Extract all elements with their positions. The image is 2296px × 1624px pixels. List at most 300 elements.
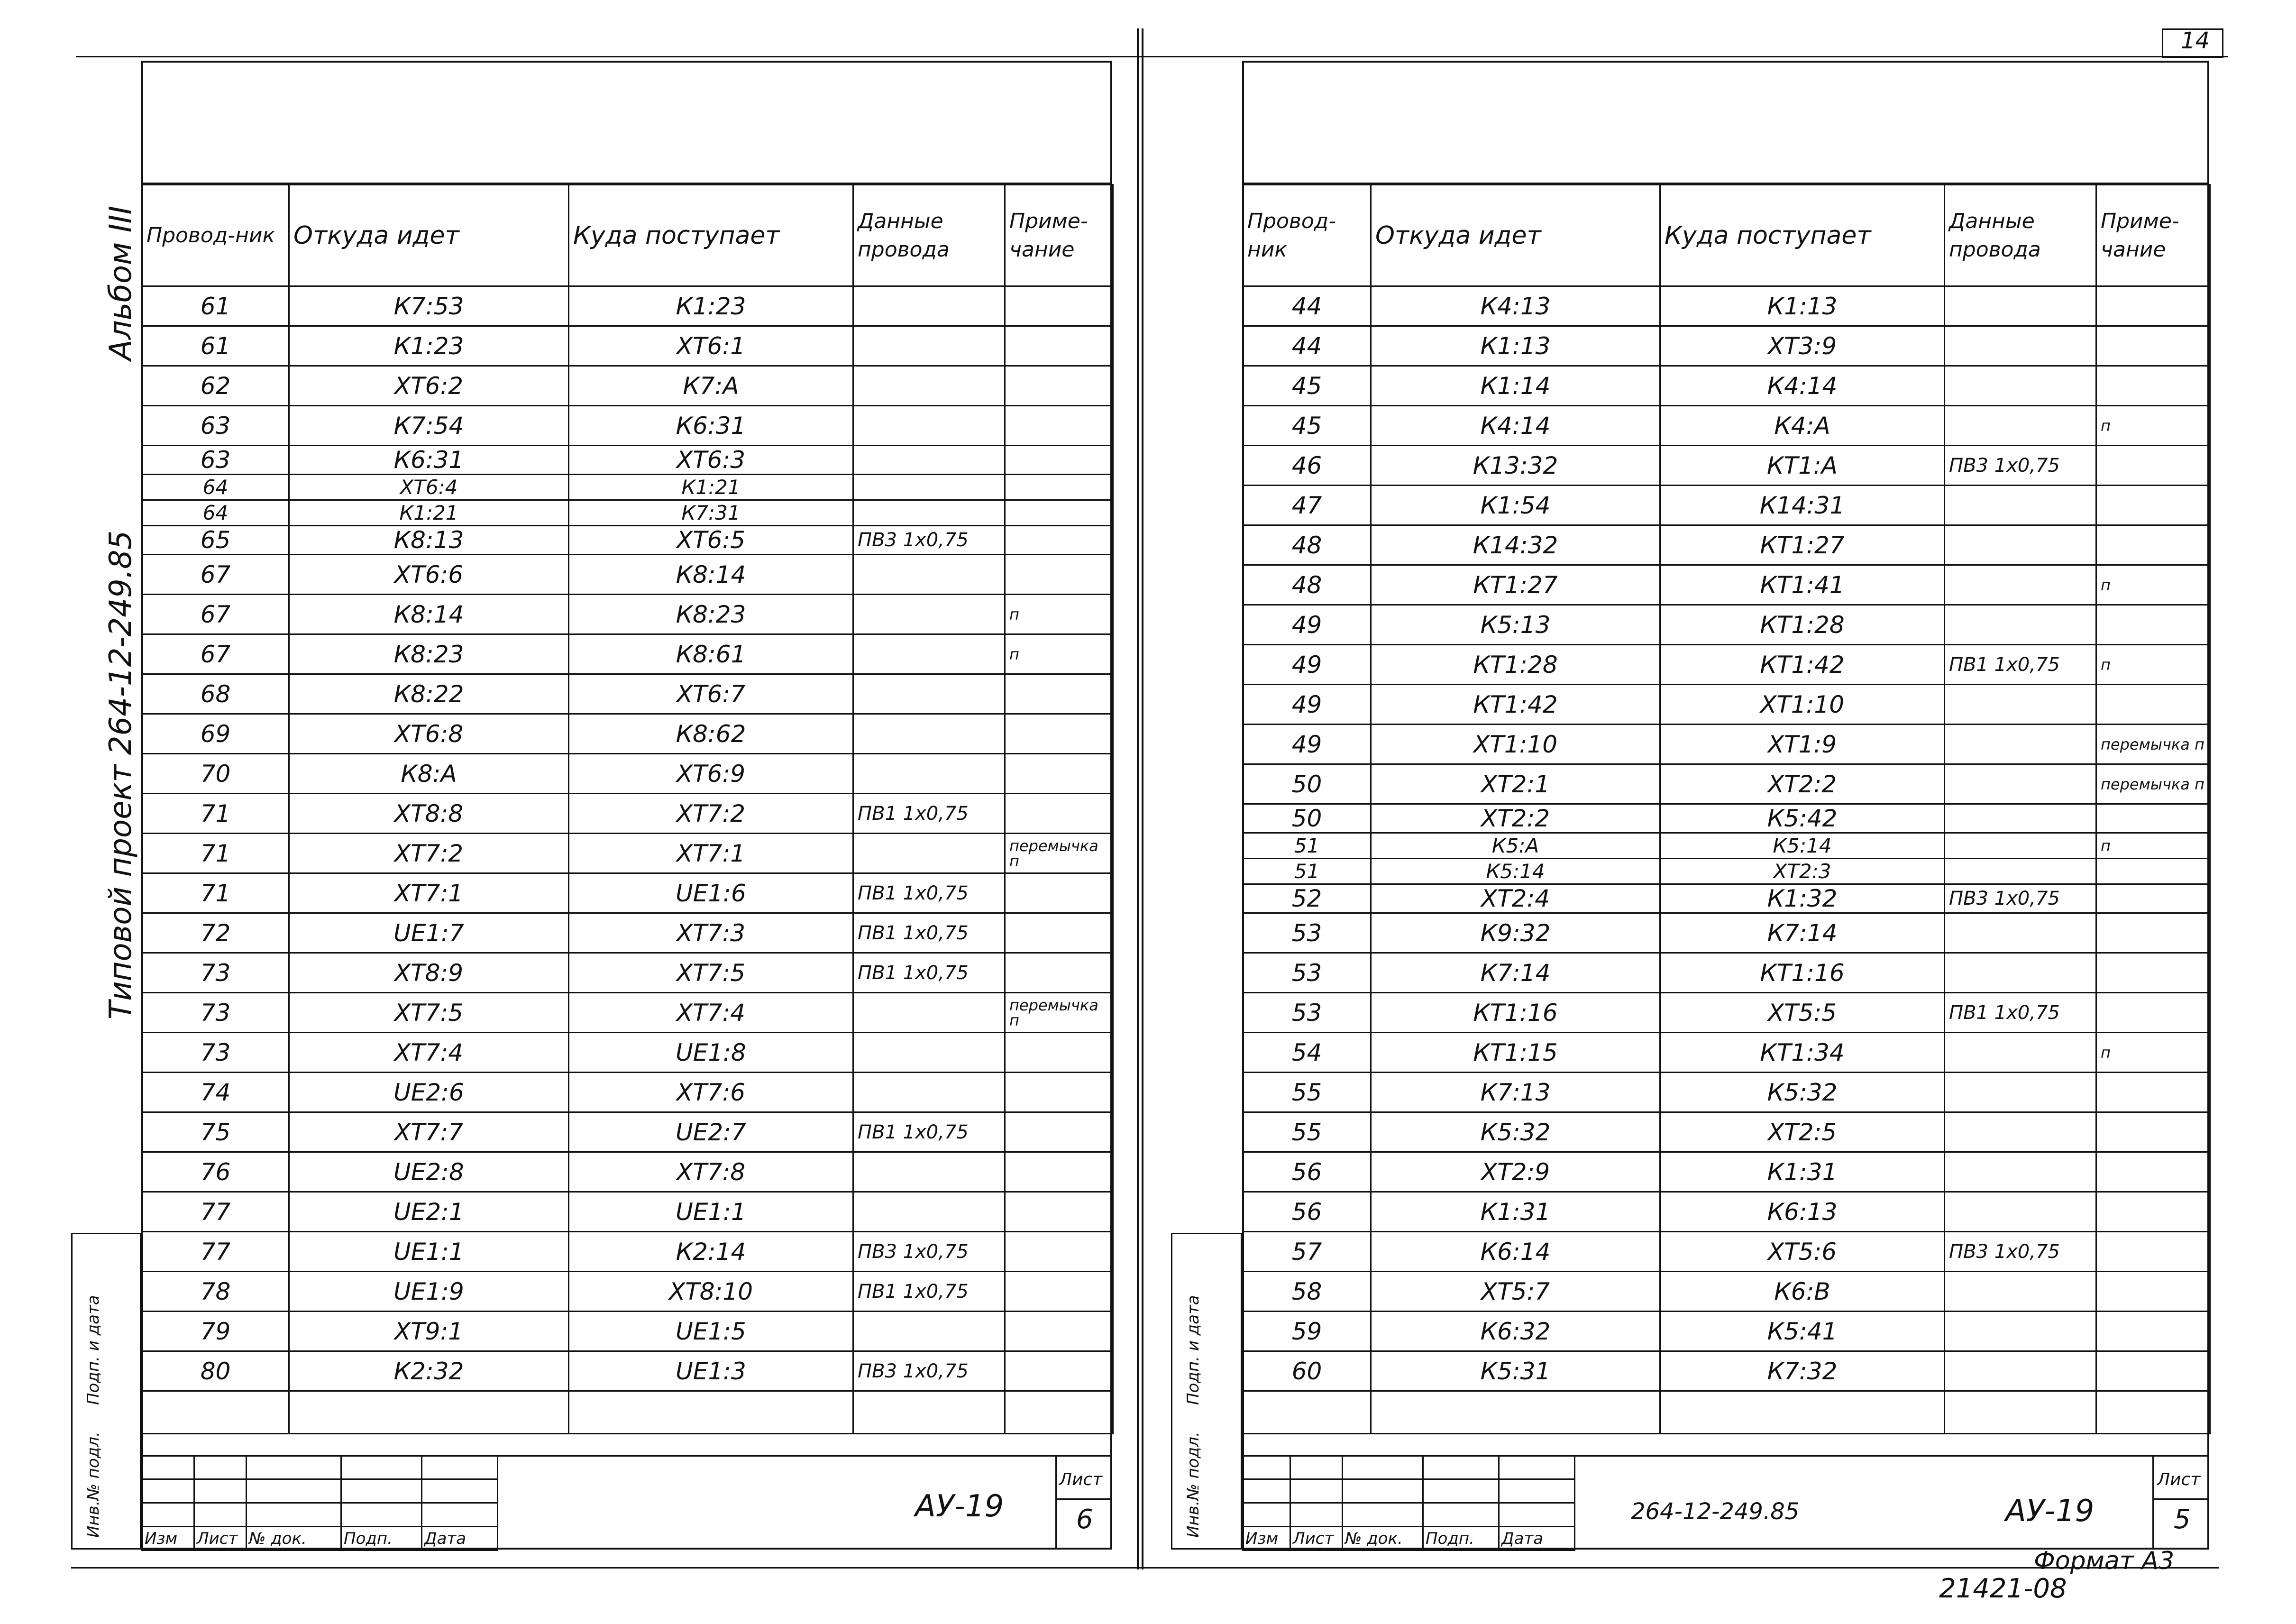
cell-from: К7:14 — [1371, 953, 1660, 993]
table-row — [142, 1272, 1113, 1312]
cell-data — [1945, 1073, 2096, 1112]
table-row — [142, 326, 1113, 366]
cell-from: К1:13 — [1371, 326, 1660, 366]
cell-data: ПВ3 1х0,75 — [1945, 884, 2096, 913]
cell-note — [1005, 1232, 1113, 1272]
right-wire-table — [1242, 184, 2211, 1434]
cell-to: КТ1:41 — [1660, 565, 1945, 605]
cell-note — [2096, 993, 2210, 1033]
right-sheetno-divider — [2152, 1455, 2154, 1550]
table-row — [1243, 1152, 2210, 1192]
cell-data — [853, 1312, 1005, 1351]
cell-from: UE1:1 — [289, 1232, 569, 1272]
table-row — [142, 446, 1113, 475]
cell-data: ПВ3 1х0,75 — [853, 1232, 1005, 1272]
cell-to: ХТ6:9 — [569, 754, 853, 794]
cell-wire: 71 — [142, 834, 289, 873]
left-sheet-label: Лист — [1059, 1470, 1103, 1489]
cell-from — [1371, 1391, 1660, 1434]
cell-data — [853, 674, 1005, 714]
cell-note — [1005, 1351, 1113, 1391]
cell-to: К6:В — [1660, 1272, 1945, 1312]
cell-to: ХТ6:3 — [569, 446, 853, 475]
cell-note: п — [2096, 565, 2210, 605]
cell-data — [1945, 486, 2096, 525]
cell-data — [1945, 1033, 2096, 1073]
cell-from: ХТ2:1 — [1371, 764, 1660, 804]
cell-note — [1005, 500, 1113, 526]
header-to: Куда поступает — [1660, 185, 1945, 286]
cell-data — [1945, 286, 2096, 326]
table-row — [142, 834, 1113, 873]
table-row — [142, 500, 1113, 526]
table-row — [142, 634, 1113, 674]
cell-wire: 51 — [1243, 859, 1371, 884]
cell-note — [2096, 1391, 2210, 1434]
table-row — [142, 1192, 1113, 1232]
cell-wire: 73 — [142, 993, 289, 1033]
cell-data — [1945, 366, 2096, 406]
cell-data — [853, 595, 1005, 634]
left-sheetno-hline — [1055, 1498, 1112, 1500]
cell-note — [2096, 525, 2210, 565]
cell-data — [1945, 685, 2096, 725]
cell-note — [2096, 859, 2210, 884]
table-row — [142, 993, 1113, 1033]
table-row — [1243, 286, 2210, 326]
cell-from: К1:23 — [289, 326, 569, 366]
cell-wire: 68 — [142, 674, 289, 714]
col-doc: № док. — [247, 1527, 341, 1551]
cell-wire: 77 — [142, 1192, 289, 1232]
sheet-divider-a — [1137, 28, 1139, 1569]
right-sheet-number: 5 — [2174, 1504, 2191, 1535]
cell-from: ХТ5:7 — [1371, 1272, 1660, 1312]
cell-to: К1:23 — [569, 286, 853, 326]
cell-data — [1945, 953, 2096, 993]
cell-from: К9:32 — [1371, 913, 1660, 953]
cell-from: К8:14 — [289, 595, 569, 634]
cell-note — [2096, 1192, 2210, 1232]
table-row — [1243, 1232, 2210, 1272]
cell-to: К4:14 — [1660, 366, 1945, 406]
cell-note: п — [2096, 645, 2210, 685]
table-row — [1243, 326, 2210, 366]
cell-from: К8:13 — [289, 526, 569, 555]
cell-data — [853, 446, 1005, 475]
cell-to: К7:32 — [1660, 1351, 1945, 1391]
cell-data — [1945, 1152, 2096, 1192]
cell-from: UE1:9 — [289, 1272, 569, 1312]
cell-from: К8:23 — [289, 634, 569, 674]
cell-from: К8:22 — [289, 674, 569, 714]
cell-wire: 79 — [142, 1312, 289, 1351]
cell-data: ПВ3 1х0,75 — [853, 1351, 1005, 1391]
cell-data — [1945, 1112, 2096, 1152]
cell-from: К8:А — [289, 754, 569, 794]
cell-to: К6:31 — [569, 406, 853, 446]
col-sign: Подп. — [341, 1527, 422, 1551]
cell-note — [1005, 674, 1113, 714]
right-col-izm: Изм — [1243, 1527, 1290, 1551]
table-row — [142, 873, 1113, 913]
cell-data — [1945, 406, 2096, 446]
cell-to: К8:62 — [569, 714, 853, 754]
table-row — [1243, 859, 2210, 884]
cell-to: К14:31 — [1660, 486, 1945, 525]
cell-to: ХТ8:10 — [569, 1272, 853, 1312]
table-row — [1243, 1033, 2210, 1073]
cell-note — [2096, 1232, 2210, 1272]
right-strip-sign-label: Подп. и дата — [1184, 1295, 1203, 1405]
cell-wire: 76 — [142, 1152, 289, 1192]
right-sheet-label: Лист — [2157, 1470, 2201, 1489]
cell-wire: 45 — [1243, 366, 1371, 406]
right-designation: АУ-19 — [2005, 1494, 2095, 1529]
cell-wire — [1243, 1391, 1371, 1434]
cell-data — [1945, 804, 2096, 833]
cell-wire: 50 — [1243, 764, 1371, 804]
cell-to: ХТ7:2 — [569, 794, 853, 834]
cell-to: ХТ7:4 — [569, 993, 853, 1033]
cell-wire: 71 — [142, 873, 289, 913]
cell-note — [1005, 873, 1113, 913]
cell-data — [1945, 1391, 2096, 1434]
cell-to: КТ1:42 — [1660, 645, 1945, 685]
header-from: Откуда идет — [1371, 185, 1660, 286]
table-row — [142, 1033, 1113, 1073]
cell-from: ХТ9:1 — [289, 1312, 569, 1351]
cell-data: ПВ1 1х0,75 — [853, 953, 1005, 993]
cell-note — [2096, 605, 2210, 645]
cell-to: UE1:3 — [569, 1351, 853, 1391]
cell-data — [853, 500, 1005, 526]
cell-wire: 71 — [142, 794, 289, 834]
table-row — [142, 366, 1113, 406]
cell-note — [1005, 953, 1113, 993]
bottom-border — [71, 1567, 2219, 1569]
cell-from: ХТ8:8 — [289, 794, 569, 834]
cell-note — [2096, 486, 2210, 525]
cell-note — [2096, 953, 2210, 993]
cell-data — [1945, 913, 2096, 953]
cell-to: К7:31 — [569, 500, 853, 526]
cell-from: UE2:8 — [289, 1152, 569, 1192]
cell-data — [1945, 1351, 2096, 1391]
header-wire: Провод-ник — [142, 185, 289, 286]
cell-from: К2:32 — [289, 1351, 569, 1391]
cell-wire: 56 — [1243, 1192, 1371, 1232]
table-row — [142, 1391, 1113, 1434]
cell-data — [853, 1391, 1005, 1434]
cell-from: К7:53 — [289, 286, 569, 326]
table-header-row — [142, 185, 1113, 286]
table-row — [1243, 1112, 2210, 1152]
table-row — [142, 526, 1113, 555]
cell-from: К14:32 — [1371, 525, 1660, 565]
table-row — [1243, 605, 2210, 645]
cell-from: ХТ7:1 — [289, 873, 569, 913]
cell-data — [1945, 1192, 2096, 1232]
cell-from: ХТ2:2 — [1371, 804, 1660, 833]
table-row — [1243, 1351, 2210, 1391]
table-row — [1243, 884, 2210, 913]
cell-wire: 60 — [1243, 1351, 1371, 1391]
table-header-row — [1243, 185, 2210, 286]
cell-to — [1660, 1391, 1945, 1434]
cell-to: UE2:7 — [569, 1112, 853, 1152]
cell-note — [1005, 555, 1113, 595]
table-row — [1243, 1391, 2210, 1434]
table-row — [142, 286, 1113, 326]
cell-from: К6:32 — [1371, 1312, 1660, 1351]
cell-to: КТ1:34 — [1660, 1033, 1945, 1073]
cell-wire: 73 — [142, 953, 289, 993]
table-row — [142, 794, 1113, 834]
table-row — [142, 595, 1113, 634]
table-row — [1243, 993, 2210, 1033]
cell-wire: 44 — [1243, 326, 1371, 366]
cell-data — [853, 1033, 1005, 1073]
cell-from: К5:32 — [1371, 1112, 1660, 1152]
cell-to: К5:14 — [1660, 833, 1945, 859]
cell-from: ХТ6:6 — [289, 555, 569, 595]
cell-data — [1945, 1312, 2096, 1351]
header-data: Данные провода — [853, 185, 1005, 286]
left-titleblock-top — [141, 1455, 1112, 1457]
cell-note — [1005, 286, 1113, 326]
cell-from: ХТ7:2 — [289, 834, 569, 873]
cell-data — [1945, 833, 2096, 859]
cell-wire: 58 — [1243, 1272, 1371, 1312]
cell-from: ХТ2:4 — [1371, 884, 1660, 913]
cell-note: перемычка п — [1005, 834, 1113, 873]
cell-data — [853, 993, 1005, 1033]
table-row — [1243, 1192, 2210, 1232]
cell-from: ХТ2:9 — [1371, 1152, 1660, 1192]
cell-note — [2096, 446, 2210, 486]
cell-to: UE1:8 — [569, 1033, 853, 1073]
cell-note — [1005, 794, 1113, 834]
cell-wire: 72 — [142, 913, 289, 953]
cell-to: ХТ5:5 — [1660, 993, 1945, 1033]
header-to: Куда поступает — [569, 185, 853, 286]
cell-from: ХТ6:4 — [289, 475, 569, 500]
cell-note — [1005, 913, 1113, 953]
format-label: Формат А3 — [2034, 1547, 2175, 1575]
cell-data: ПВ1 1х0,75 — [1945, 993, 2096, 1033]
table-row — [1243, 1312, 2210, 1351]
cell-note — [1005, 1033, 1113, 1073]
cell-from: ХТ7:5 — [289, 993, 569, 1033]
table-row — [1243, 1272, 2210, 1312]
right-project-code: 264-12-249.85 — [1631, 1498, 1800, 1525]
cell-note — [2096, 1272, 2210, 1312]
left-title-block — [141, 1455, 498, 1551]
cell-data — [1945, 859, 2096, 884]
cell-wire: 63 — [142, 446, 289, 475]
cell-data: ПВ1 1х0,75 — [1945, 645, 2096, 685]
cell-from: ХТ6:8 — [289, 714, 569, 754]
cell-from — [289, 1391, 569, 1434]
cell-data — [853, 406, 1005, 446]
table-row — [1243, 764, 2210, 804]
cell-to: К6:13 — [1660, 1192, 1945, 1232]
right-title-block — [1242, 1455, 1575, 1551]
cell-to: UE1:6 — [569, 873, 853, 913]
table-row — [1243, 913, 2210, 953]
table-row — [1243, 645, 2210, 685]
cell-data — [853, 286, 1005, 326]
left-designation: АУ-19 — [915, 1489, 1004, 1524]
cell-to: К7:14 — [1660, 913, 1945, 953]
header-wire: Провод-ник — [1243, 185, 1371, 286]
cell-data: ПВ1 1х0,75 — [853, 1112, 1005, 1152]
cell-to: ХТ2:2 — [1660, 764, 1945, 804]
cell-to: К8:14 — [569, 555, 853, 595]
table-row — [1243, 725, 2210, 764]
cell-to: ХТ6:7 — [569, 674, 853, 714]
cell-note: перемычка п — [2096, 764, 2210, 804]
cell-wire: 73 — [142, 1033, 289, 1073]
cell-note — [1005, 1192, 1113, 1232]
cell-data — [1945, 725, 2096, 764]
table-row — [1243, 685, 2210, 725]
cell-wire: 78 — [142, 1272, 289, 1312]
cell-note — [2096, 326, 2210, 366]
cell-wire: 75 — [142, 1112, 289, 1152]
cell-wire: 65 — [142, 526, 289, 555]
cell-from: КТ1:15 — [1371, 1033, 1660, 1073]
cell-data — [1945, 605, 2096, 645]
cell-data — [1945, 326, 2096, 366]
cell-from: UE1:7 — [289, 913, 569, 953]
cell-wire: 47 — [1243, 486, 1371, 525]
cell-note — [1005, 406, 1113, 446]
cell-note — [1005, 714, 1113, 754]
cell-wire: 55 — [1243, 1112, 1371, 1152]
table-row — [1243, 804, 2210, 833]
cell-from: К1:54 — [1371, 486, 1660, 525]
cell-wire: 77 — [142, 1232, 289, 1272]
cell-from: ХТ8:9 — [289, 953, 569, 993]
table-row — [142, 555, 1113, 595]
cell-wire: 53 — [1243, 913, 1371, 953]
cell-from: К1:31 — [1371, 1192, 1660, 1232]
cell-data: ПВ1 1х0,75 — [853, 794, 1005, 834]
cell-to: ХТ7:6 — [569, 1073, 853, 1112]
strip-sign-label: Подп. и дата — [84, 1295, 103, 1405]
cell-data: ПВ1 1х0,75 — [853, 1272, 1005, 1312]
cell-to: К1:13 — [1660, 286, 1945, 326]
cell-note — [1005, 366, 1113, 406]
cell-to: ХТ3:9 — [1660, 326, 1945, 366]
cell-from: К6:14 — [1371, 1232, 1660, 1272]
cell-to: К5:41 — [1660, 1312, 1945, 1351]
cell-data — [853, 366, 1005, 406]
cell-data: ПВ1 1х0,75 — [853, 913, 1005, 953]
cell-wire: 44 — [1243, 286, 1371, 326]
cell-from: UE2:6 — [289, 1073, 569, 1112]
cell-to: К2:14 — [569, 1232, 853, 1272]
cell-note — [2096, 685, 2210, 725]
col-izm: Изм — [142, 1527, 194, 1551]
table-row — [1243, 525, 2210, 565]
table-row — [142, 754, 1113, 794]
cell-note: п — [1005, 634, 1113, 674]
cell-note — [1005, 1272, 1113, 1312]
cell-from: ХТ1:10 — [1371, 725, 1660, 764]
cell-to: КТ1:28 — [1660, 605, 1945, 645]
side-project-text: Типовой проект 264-12-249.85 — [103, 530, 138, 1019]
table-row — [142, 913, 1113, 953]
cell-wire: 67 — [142, 555, 289, 595]
right-strip-inv-label: Инв.№ подл. — [1184, 1431, 1203, 1538]
cell-wire: 64 — [142, 500, 289, 526]
cell-from: К1:14 — [1371, 366, 1660, 406]
cell-to: ХТ1:10 — [1660, 685, 1945, 725]
cell-wire: 46 — [1243, 446, 1371, 486]
cell-note — [2096, 1152, 2210, 1192]
cell-from: КТ1:42 — [1371, 685, 1660, 725]
cell-to: UE1:5 — [569, 1312, 853, 1351]
cell-note — [1005, 526, 1113, 555]
cell-from: К5:14 — [1371, 859, 1660, 884]
table-row — [142, 475, 1113, 500]
right-binding-strip — [1171, 1233, 1242, 1550]
right-col-date: Дата — [1499, 1527, 1575, 1551]
cell-data — [853, 1073, 1005, 1112]
cell-to: К5:32 — [1660, 1073, 1945, 1112]
cell-wire: 61 — [142, 286, 289, 326]
cell-note — [2096, 804, 2210, 833]
cell-to: ХТ7:1 — [569, 834, 853, 873]
cell-wire: 53 — [1243, 953, 1371, 993]
cell-data: ПВ3 1х0,75 — [1945, 446, 2096, 486]
cell-from: К1:21 — [289, 500, 569, 526]
strip-inv-label: Инв.№ подл. — [84, 1431, 103, 1538]
cell-wire: 74 — [142, 1073, 289, 1112]
col-list: Лист — [194, 1527, 247, 1551]
cell-wire: 51 — [1243, 833, 1371, 859]
cell-from: К4:13 — [1371, 286, 1660, 326]
cell-note: п — [1005, 595, 1113, 634]
cell-wire: 52 — [1243, 884, 1371, 913]
table-row — [142, 674, 1113, 714]
table-row — [142, 1152, 1113, 1192]
cell-note — [2096, 1112, 2210, 1152]
sheet-divider-b — [1142, 28, 1143, 1569]
cell-wire: 45 — [1243, 406, 1371, 446]
right-col-sign: Подп. — [1423, 1527, 1499, 1551]
cell-wire: 63 — [142, 406, 289, 446]
right-sheetno-hline — [2152, 1498, 2209, 1500]
cell-to — [569, 1391, 853, 1434]
cell-data — [1945, 525, 2096, 565]
col-date: Дата — [422, 1527, 498, 1551]
table-row — [1243, 486, 2210, 525]
cell-data — [1945, 1272, 2096, 1312]
cell-to: ХТ2:5 — [1660, 1112, 1945, 1152]
cell-to: КТ1:А — [1660, 446, 1945, 486]
cell-wire: 59 — [1243, 1312, 1371, 1351]
left-binding-strip — [71, 1233, 141, 1550]
cell-note — [2096, 1351, 2210, 1391]
top-border — [76, 56, 2228, 57]
cell-wire: 69 — [142, 714, 289, 754]
cell-to: КТ1:16 — [1660, 953, 1945, 993]
right-col-list: Лист — [1290, 1527, 1343, 1551]
